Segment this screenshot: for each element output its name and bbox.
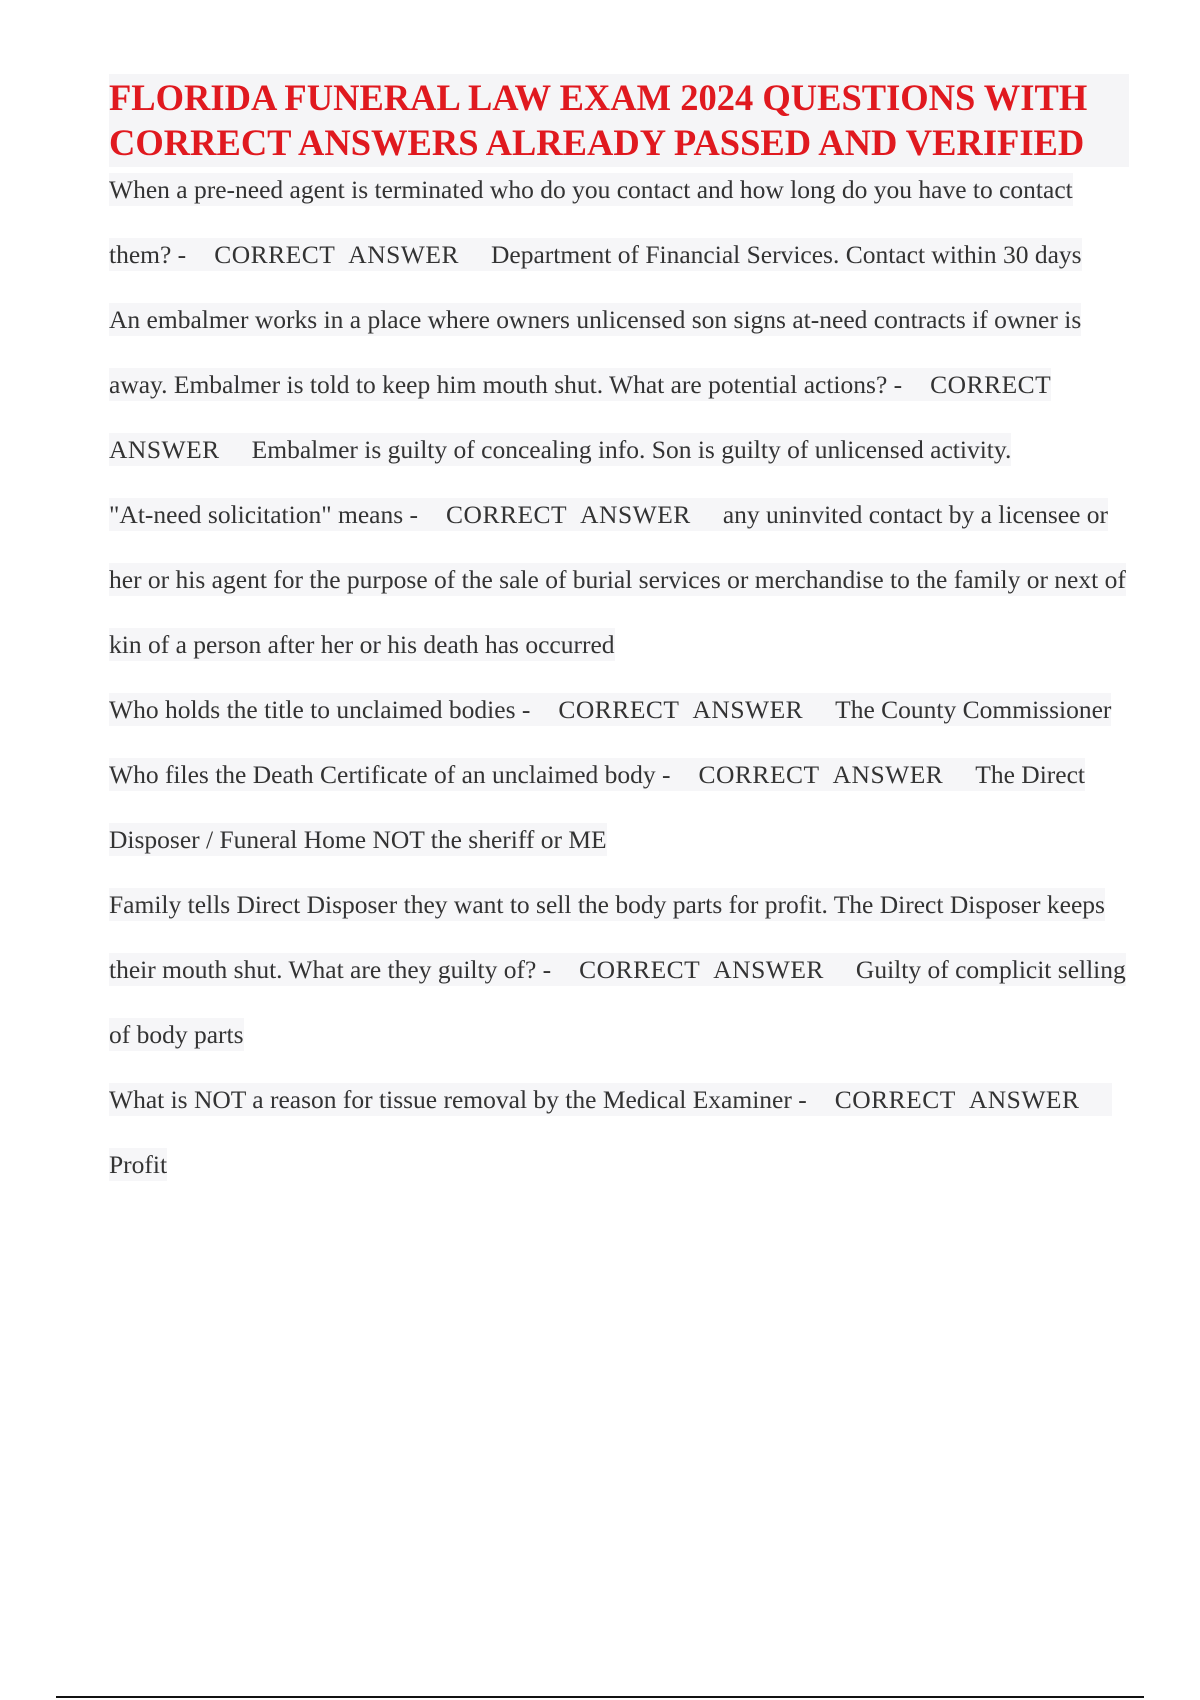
question-text: Who holds the title to unclaimed bodies - [109,695,531,724]
answer-label: CORRECT ANSWER [579,955,824,984]
question-text: Family tells Direct Disposer they want to sell the body parts for profit. The Direct Disposer keeps their mouth shut. What are they guilty of? - [109,890,1105,984]
question-text: What is NOT a reason for tissue removal by the Medical Examiner - [109,1085,807,1114]
qa-list [109,157,1129,1197]
qa-item [109,677,1129,742]
answer-text: Embalmer is guilty of concealing info. Son is guilty of unlicensed activity. [251,435,1012,464]
answer-label: CORRECT ANSWER [698,760,944,789]
answer-label: CORRECT ANSWER [109,370,1051,464]
answer-label: CORRECT ANSWER [834,1085,1080,1114]
qa-item [109,1067,1129,1197]
answer-label: CORRECT ANSWER [214,240,459,269]
qa-item [109,287,1129,482]
answer-text: The County Commissioner [835,695,1112,724]
question-text: Who files the Death Certificate of an unclaimed body - [109,760,671,789]
qa-item [109,742,1129,872]
answer-label: CORRECT ANSWER [446,500,691,529]
qa-item [109,872,1129,1067]
qa-item [109,482,1129,677]
answer-text: any uninvited contact by a licensee or her or his agent for the purpose of the sale of burial services or merchandise to the family or next of kin of a person after her or his death has occurred [109,500,1126,659]
question-text: When a pre-need agent is terminated who do you contact and how long do you have to contact them? - [109,175,1073,269]
question-text: An embalmer works in a place where owners unlicensed son signs at-need contracts if owner is away. Embalmer is told to keep him mouth shut. What are potential actions? - [109,305,1082,399]
answer-text: Department of Financial Services. Contact within 30 days [490,240,1082,269]
answer-label: CORRECT ANSWER [558,695,804,724]
answer-text: The Direct Disposer / Funeral Home NOT the sheriff or ME [109,760,1086,854]
document-content [109,74,1129,1197]
answer-text: Profit [109,1150,168,1179]
document-title: FLORIDA FUNERAL LAW EXAM 2024 QUESTIONS WITH CORRECT ANSWERS ALREADY PASSED AND VERIFIED [109,74,1129,167]
question-text: "At-need solicitation" means - [109,500,419,529]
qa-item [109,157,1129,287]
answer-text: Guilty of complicit selling of body parts [109,955,1126,1049]
footer-divider [56,1696,1144,1698]
